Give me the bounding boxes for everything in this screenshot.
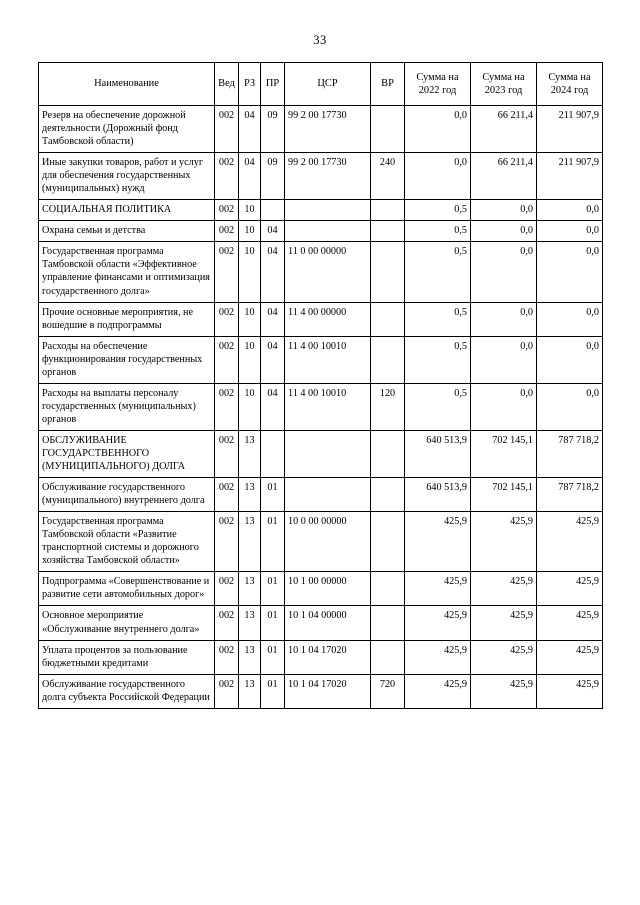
cell-sum-2023: 702 145,1 [471, 478, 537, 512]
cell-csr: 10 1 04 17020 [285, 674, 371, 708]
cell-sum-2024: 787 718,2 [537, 430, 603, 477]
cell-vr [371, 478, 405, 512]
table-row [39, 242, 603, 302]
cell-sum-2022: 425,9 [405, 572, 471, 606]
cell-sum-2023: 0,0 [471, 383, 537, 430]
cell-csr: 10 1 04 17020 [285, 640, 371, 674]
cell-pr: 01 [261, 606, 285, 640]
cell-name: ОБСЛУЖИВАНИЕ ГОСУДАРСТВЕННОГО (МУНИЦИПАЛЬНОГО) ДОЛГА [39, 430, 215, 477]
cell-sum-2022: 425,9 [405, 674, 471, 708]
column-header-sum-2024 [537, 63, 603, 106]
table-row [39, 383, 603, 430]
cell-ved: 002 [215, 242, 239, 302]
cell-pr: 09 [261, 106, 285, 153]
cell-rz: 13 [239, 572, 261, 606]
cell-sum-2024: 425,9 [537, 572, 603, 606]
cell-name: Расходы на выплаты персоналу государственных (муниципальных) органов [39, 383, 215, 430]
cell-sum-2023: 0,0 [471, 200, 537, 221]
cell-pr: 01 [261, 512, 285, 572]
cell-sum-2022: 0,5 [405, 336, 471, 383]
cell-pr: 01 [261, 478, 285, 512]
cell-sum-2024: 787 718,2 [537, 478, 603, 512]
cell-name: Государственная программа Тамбовской области «Эффективное управление финансами и оптимизация государственного долга» [39, 242, 215, 302]
cell-rz: 10 [239, 221, 261, 242]
cell-ved: 002 [215, 153, 239, 200]
cell-sum-2023: 425,9 [471, 640, 537, 674]
cell-name: Иные закупки товаров, работ и услуг для обеспечения государственных (муниципальных) нужд [39, 153, 215, 200]
sum-2022-line1: Сумма на [416, 71, 459, 83]
cell-rz: 13 [239, 606, 261, 640]
cell-csr [285, 200, 371, 221]
cell-rz: 13 [239, 478, 261, 512]
cell-csr: 10 0 00 00000 [285, 512, 371, 572]
cell-csr: 10 1 04 00000 [285, 606, 371, 640]
cell-sum-2022: 640 513,9 [405, 478, 471, 512]
cell-name: Основное мероприятие «Обслуживание внутреннего долга» [39, 606, 215, 640]
budget-table [38, 62, 603, 709]
table-row [39, 302, 603, 336]
cell-sum-2022: 425,9 [405, 606, 471, 640]
cell-rz: 13 [239, 430, 261, 477]
table-row [39, 478, 603, 512]
cell-pr: 04 [261, 221, 285, 242]
cell-vr [371, 430, 405, 477]
cell-ved: 002 [215, 478, 239, 512]
sum-2024-line1: Сумма на [548, 71, 591, 83]
table-row [39, 640, 603, 674]
cell-pr [261, 430, 285, 477]
cell-csr [285, 478, 371, 512]
cell-sum-2024: 211 907,9 [537, 153, 603, 200]
cell-sum-2023: 0,0 [471, 336, 537, 383]
cell-csr: 11 4 00 00000 [285, 302, 371, 336]
table-header [39, 63, 603, 106]
sum-2023-line2: 2023 год [484, 85, 523, 96]
cell-sum-2024: 0,0 [537, 242, 603, 302]
table-row [39, 200, 603, 221]
cell-sum-2022: 425,9 [405, 640, 471, 674]
cell-sum-2024: 0,0 [537, 383, 603, 430]
cell-vr: 240 [371, 153, 405, 200]
column-header-csr: ЦСР [285, 63, 371, 106]
cell-name: СОЦИАЛЬНАЯ ПОЛИТИКА [39, 200, 215, 221]
cell-sum-2023: 0,0 [471, 242, 537, 302]
cell-pr: 01 [261, 674, 285, 708]
sum-2022-line2: 2022 год [418, 85, 457, 96]
cell-sum-2024: 425,9 [537, 640, 603, 674]
cell-pr: 04 [261, 383, 285, 430]
cell-ved: 002 [215, 606, 239, 640]
table-header-row [39, 63, 603, 106]
cell-vr: 720 [371, 674, 405, 708]
table-row [39, 606, 603, 640]
cell-sum-2024: 425,9 [537, 512, 603, 572]
column-header-name: Наименование [39, 63, 215, 106]
cell-rz: 04 [239, 153, 261, 200]
cell-sum-2023: 425,9 [471, 674, 537, 708]
table-row [39, 572, 603, 606]
cell-vr [371, 302, 405, 336]
cell-sum-2022: 0,5 [405, 242, 471, 302]
cell-vr [371, 200, 405, 221]
cell-sum-2022: 425,9 [405, 512, 471, 572]
column-header-ved: Вед [215, 63, 239, 106]
cell-sum-2024: 0,0 [537, 302, 603, 336]
cell-name: Подпрограмма «Совершенствование и развитие сети автомобильных дорог» [39, 572, 215, 606]
cell-rz: 10 [239, 242, 261, 302]
cell-csr: 11 0 00 00000 [285, 242, 371, 302]
cell-sum-2023: 0,0 [471, 221, 537, 242]
cell-name: Расходы на обеспечение функционирования государственных органов [39, 336, 215, 383]
cell-sum-2022: 0,5 [405, 383, 471, 430]
cell-vr [371, 336, 405, 383]
cell-sum-2022: 0,0 [405, 106, 471, 153]
cell-sum-2024: 211 907,9 [537, 106, 603, 153]
cell-pr: 04 [261, 302, 285, 336]
cell-name: Обслуживание государственного долга субъекта Российской Федерации [39, 674, 215, 708]
cell-ved: 002 [215, 430, 239, 477]
cell-pr: 01 [261, 572, 285, 606]
cell-ved: 002 [215, 640, 239, 674]
cell-rz: 10 [239, 336, 261, 383]
cell-ved: 002 [215, 336, 239, 383]
cell-pr [261, 200, 285, 221]
sum-2024-line2: 2024 год [550, 85, 589, 96]
column-header-sum-2023 [471, 63, 537, 106]
cell-sum-2022: 0,5 [405, 221, 471, 242]
table-row [39, 153, 603, 200]
cell-name: Прочие основные мероприятия, не вошедшие в подпрограммы [39, 302, 215, 336]
cell-name: Государственная программа Тамбовской области «Развитие транспортной системы и дорожного хозяйства Тамбовской области» [39, 512, 215, 572]
cell-ved: 002 [215, 512, 239, 572]
cell-sum-2023: 425,9 [471, 606, 537, 640]
cell-ved: 002 [215, 383, 239, 430]
table-row [39, 106, 603, 153]
cell-ved: 002 [215, 674, 239, 708]
cell-ved: 002 [215, 572, 239, 606]
cell-name: Уплата процентов за пользование бюджетными кредитами [39, 640, 215, 674]
cell-csr: 99 2 00 17730 [285, 153, 371, 200]
cell-rz: 04 [239, 106, 261, 153]
table-row [39, 430, 603, 477]
cell-sum-2022: 640 513,9 [405, 430, 471, 477]
table-row [39, 512, 603, 572]
cell-pr: 01 [261, 640, 285, 674]
table-row [39, 221, 603, 242]
cell-sum-2022: 0,0 [405, 153, 471, 200]
table-body [39, 106, 603, 709]
cell-vr [371, 221, 405, 242]
cell-pr: 04 [261, 336, 285, 383]
cell-csr: 11 4 00 10010 [285, 383, 371, 430]
page-number: 33 [313, 33, 327, 47]
sum-2023-line1: Сумма на [482, 71, 525, 83]
cell-pr: 09 [261, 153, 285, 200]
cell-csr [285, 221, 371, 242]
column-header-pr: ПР [261, 63, 285, 106]
cell-sum-2024: 425,9 [537, 606, 603, 640]
column-header-sum-2022 [405, 63, 471, 106]
cell-sum-2022: 0,5 [405, 200, 471, 221]
cell-name: Обслуживание государственного (муниципального) внутреннего долга [39, 478, 215, 512]
table-row [39, 674, 603, 708]
cell-vr [371, 512, 405, 572]
table-row [39, 336, 603, 383]
cell-sum-2023: 425,9 [471, 512, 537, 572]
cell-sum-2023: 425,9 [471, 572, 537, 606]
cell-name: Резерв на обеспечение дорожной деятельности (Дорожный фонд Тамбовской области) [39, 106, 215, 153]
cell-pr: 04 [261, 242, 285, 302]
column-header-rz: РЗ [239, 63, 261, 106]
column-header-vr: ВР [371, 63, 405, 106]
cell-csr: 99 2 00 17730 [285, 106, 371, 153]
cell-sum-2024: 425,9 [537, 674, 603, 708]
budget-table-container [38, 62, 602, 709]
cell-csr [285, 430, 371, 477]
cell-rz: 13 [239, 512, 261, 572]
cell-name: Охрана семьи и детства [39, 221, 215, 242]
cell-vr [371, 640, 405, 674]
cell-sum-2023: 66 211,4 [471, 153, 537, 200]
cell-rz: 13 [239, 640, 261, 674]
cell-sum-2024: 0,0 [537, 221, 603, 242]
cell-sum-2022: 0,5 [405, 302, 471, 336]
cell-rz: 10 [239, 302, 261, 336]
cell-ved: 002 [215, 302, 239, 336]
cell-rz: 13 [239, 674, 261, 708]
cell-sum-2023: 702 145,1 [471, 430, 537, 477]
cell-sum-2024: 0,0 [537, 200, 603, 221]
cell-vr [371, 572, 405, 606]
cell-vr [371, 606, 405, 640]
cell-csr: 10 1 00 00000 [285, 572, 371, 606]
cell-sum-2023: 66 211,4 [471, 106, 537, 153]
cell-csr: 11 4 00 10010 [285, 336, 371, 383]
cell-ved: 002 [215, 106, 239, 153]
cell-ved: 002 [215, 221, 239, 242]
cell-rz: 10 [239, 383, 261, 430]
cell-sum-2024: 0,0 [537, 336, 603, 383]
cell-rz: 10 [239, 200, 261, 221]
cell-vr: 120 [371, 383, 405, 430]
cell-vr [371, 242, 405, 302]
cell-vr [371, 106, 405, 153]
cell-sum-2023: 0,0 [471, 302, 537, 336]
cell-ved: 002 [215, 200, 239, 221]
